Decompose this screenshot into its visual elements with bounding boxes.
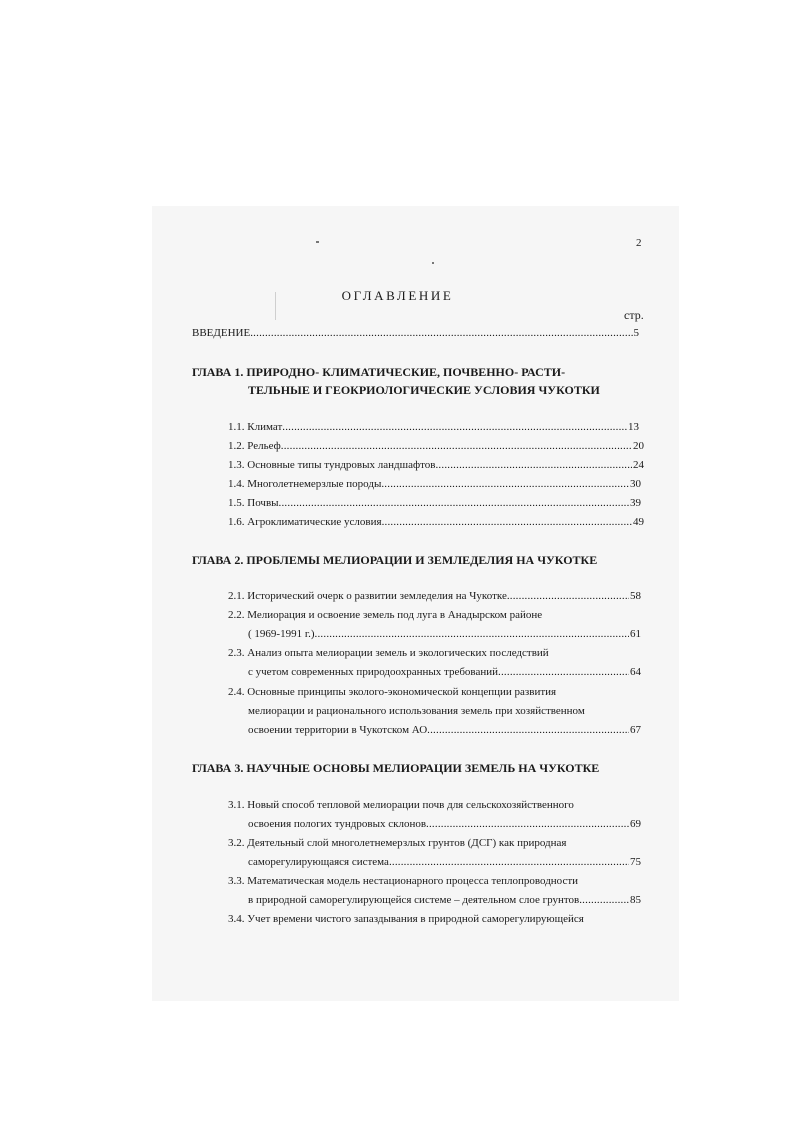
toc-entry[interactable] (248, 626, 641, 642)
toc-entry[interactable] (248, 664, 641, 680)
toc-entry[interactable] (228, 457, 644, 473)
leader-dots (498, 664, 629, 680)
leader-dots (279, 495, 629, 511)
leader-dots (250, 325, 632, 341)
toc-entry-label: ( 1969-1991 г.) (248, 628, 315, 640)
toc-entry-page: 24 (633, 459, 644, 471)
leader-dots (281, 438, 632, 454)
page-number: 2 (636, 237, 642, 249)
leader-dots (507, 588, 629, 604)
chapter-heading[interactable]: ТЕЛЬНЫЕ И ГЕОКРИОЛОГИЧЕСКИЕ УСЛОВИЯ ЧУКОТКИ (248, 383, 600, 397)
toc-entry-page: 49 (633, 516, 644, 528)
toc-entry-label[interactable]: мелиорации и рационального использования земель при хозяйственном (248, 705, 585, 717)
scan-speck (432, 262, 434, 264)
toc-entry-page: 13 (628, 421, 639, 433)
toc-entry-page: 5 (633, 327, 639, 339)
toc-entry-page: 39 (630, 497, 641, 509)
toc-entry-page: 69 (630, 818, 641, 830)
leader-dots (389, 854, 629, 870)
page-column-label: стр. (624, 308, 644, 322)
toc-entry[interactable] (248, 722, 641, 738)
leader-dots (579, 892, 629, 908)
toc-entry-page: 20 (633, 440, 644, 452)
toc-entry-label: освоения пологих тундровых склонов (248, 818, 427, 830)
toc-entry[interactable] (228, 514, 644, 530)
toc-entry-label: 1.2. Рельеф (228, 440, 281, 452)
toc-entry[interactable] (228, 495, 641, 511)
toc-entry[interactable] (248, 892, 641, 908)
toc-entry-intro[interactable] (192, 325, 639, 341)
leader-dots (315, 626, 629, 642)
toc-entry-page: 61 (630, 628, 641, 640)
toc-entry-label[interactable]: 3.1. Новый способ тепловой мелиорации почв для сельскохозяйственного (228, 799, 574, 811)
toc-entry[interactable] (228, 588, 641, 604)
toc-entry[interactable] (248, 816, 641, 832)
toc-entry-page: 64 (630, 666, 641, 678)
leader-dots (427, 722, 629, 738)
leader-dots (282, 419, 627, 435)
toc-entry-label: 1.3. Основные типы тундровых ландшафтов (228, 459, 436, 471)
toc-entry-label: 1.5. Почвы (228, 497, 279, 509)
toc-entry-page: 58 (630, 590, 641, 602)
toc-entry-page: 30 (630, 478, 641, 490)
scan-speck (316, 241, 319, 243)
chapter-heading[interactable]: ГЛАВА 3. НАУЧНЫЕ ОСНОВЫ МЕЛИОРАЦИИ ЗЕМЕЛЬ НА ЧУКОТКЕ (192, 761, 600, 775)
toc-entry[interactable] (228, 476, 641, 492)
leader-dots (382, 514, 632, 530)
toc-entry-label[interactable]: 2.4. Основные принципы эколого-экономической концепции развития (228, 686, 557, 698)
toc-entry-label: ВВЕДЕНИЕ (192, 327, 251, 339)
toc-entry-label[interactable]: 2.2. Мелиорация и освоение земель под луга в Анадырском районе (228, 609, 543, 621)
toc-entry-label[interactable]: 3.4. Учет времени чистого запаздывания в природной саморегулирующейся (228, 913, 584, 925)
toc-entry-label: 1.4. Многолетнемерзлые породы (228, 478, 382, 490)
toc-entry-label: саморегулирующаяся система (248, 856, 389, 868)
toc-entry-label: в природной саморегулирующейся системе – деятельном слое грунтов (248, 894, 580, 906)
chapter-heading[interactable]: ГЛАВА 1. ПРИРОДНО- КЛИМАТИЧЕСКИЕ, ПОЧВЕННО- РАСТИ- (192, 365, 566, 379)
toc-entry-label: 1.1. Климат (228, 421, 283, 433)
toc-entry-label[interactable]: 3.3. Математическая модель нестационарного процесса теплопроводности (228, 875, 579, 887)
toc-entry[interactable] (228, 419, 639, 435)
toc-entry-page: 75 (630, 856, 641, 868)
toc-entry-label: освоении территории в Чукотском АО (248, 724, 428, 736)
leader-dots (426, 816, 629, 832)
chapter-heading[interactable]: ГЛАВА 2. ПРОБЛЕМЫ МЕЛИОРАЦИИ И ЗЕМЛЕДЕЛИЯ НА ЧУКОТКЕ (192, 553, 598, 567)
toc-entry-label[interactable]: 3.2. Деятельный слой многолетнемерзлых грунтов (ДСГ) как природная (228, 837, 567, 849)
toc-entry-page: 67 (630, 724, 641, 736)
toc-entry[interactable] (228, 438, 644, 454)
leader-dots (435, 457, 632, 473)
page-title: ОГЛАВЛЕНИЕ (341, 288, 454, 303)
toc-entry-page: 85 (630, 894, 641, 906)
toc-entry-label: с учетом современных природоохранных требований (248, 666, 499, 678)
leader-dots (381, 476, 629, 492)
toc-entry-label: 2.1. Исторический очерк о развитии земледелия на Чукотке (228, 590, 507, 602)
toc-entry-label: 1.6. Агроклиматические условия (228, 516, 382, 528)
toc-entry[interactable] (248, 854, 641, 870)
toc-entry-label[interactable]: 2.3. Анализ опыта мелиорации земель и экологических последствий (228, 647, 549, 659)
